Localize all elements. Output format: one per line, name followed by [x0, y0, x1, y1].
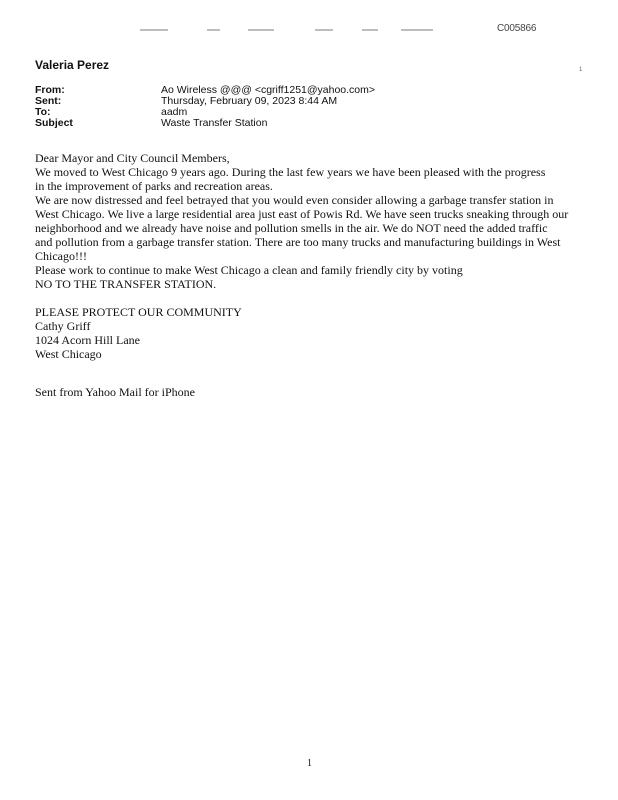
body-line: neighborhood and we already have noise and pollution smells in the air. We do NOT need the added traffic: [35, 221, 548, 235]
email-body: [35, 151, 595, 361]
subject-label: Subject: [35, 117, 73, 129]
body-line: We moved to West Chicago 9 years ago. During the last few years we have been pleased with the progress: [35, 165, 546, 179]
body-line: Chicago!!!: [35, 249, 87, 263]
closing-line: West Chicago: [35, 347, 102, 361]
closing-line: PLEASE PROTECT OUR COMMUNITY: [35, 305, 242, 319]
header-mark: [401, 29, 433, 31]
closing-line: 1024 Acorn Hill Lane: [35, 333, 140, 347]
body-line: NO TO THE TRANSFER STATION.: [35, 277, 217, 291]
header-mark: [140, 29, 168, 31]
email-signature: Sent from Yahoo Mail for iPhone: [35, 385, 195, 399]
sent-label: Sent:: [35, 95, 62, 107]
to-label: To:: [35, 106, 51, 118]
bates-number: C005866: [497, 23, 537, 34]
sender-name: Valeria Perez: [35, 58, 110, 72]
closing-line: Cathy Griff: [35, 319, 91, 333]
subject-value: Waste Transfer Station: [161, 117, 268, 129]
page-number: 1: [307, 758, 312, 769]
from-label: From:: [35, 84, 65, 96]
body-line: West Chicago. We live a large residential area just east of Powis Rd. We have seen trucks sneaking through our: [35, 207, 569, 221]
sent-value: Thursday, February 09, 2023 8:44 AM: [161, 95, 338, 107]
salutation: Dear Mayor and City Council Members,: [35, 151, 230, 165]
body-line: We are now distressed and feel betrayed that you would even consider allowing a garbage transfer station in: [35, 193, 554, 207]
corner-mark: 1: [579, 67, 583, 73]
paragraph-gap: [35, 291, 595, 305]
header-mark: [207, 29, 220, 31]
header-mark: [248, 29, 274, 31]
body-line: in the improvement of parks and recreation areas.: [35, 179, 273, 193]
header-mark: [362, 29, 378, 31]
body-line: and pollution from a garbage transfer station. There are too many trucks and manufacturing buildings in West: [35, 235, 561, 249]
to-value: aadm: [161, 106, 188, 118]
from-value: Ao Wireless @@@ <cgriff1251@yahoo.com>: [161, 84, 376, 96]
header-mark: [315, 29, 333, 31]
body-line: Please work to continue to make West Chicago a clean and family friendly city by voting: [35, 263, 463, 277]
